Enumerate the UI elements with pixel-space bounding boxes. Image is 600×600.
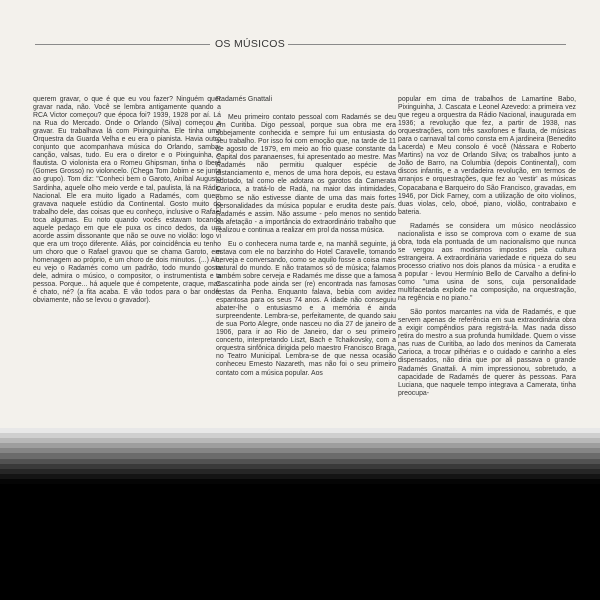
paragraph: querem gravar, o que é que eu vou fazer? Ninguém quer gravar nada, não. Você se lembra antigamente quando a RCA Victor começou? que época foi? 1939, 1928 por aí. Lá na Rua do Mercado. Onde o Orlando (Silva) começou a gravar. Eu trabalhava lá com Pixinguinha. Ele tinha uma Orquestra da Guarda Velha e eu era o pianista. Havia outro conjunto que acompanhava música do Orlando, samba-canção, valsas, tudo. Eu era o diretor e o Pixinguinha, o flautista. O violonista era o Romeu Ghipsman, tinha o Iberê (Gomes Grosso) no violoncelo. (Chega Tom Jobim e se junta ao grupo). Tom diz: "Conheci bem o Garoto, Aníbal Augusto Sardinha, aquele olho meio verde e tal, paulista, lá na Rádio Nacional. Ele era muito ligado a Radamés, com quem gravava naquele estúdio da Continental. Gosto muito do trabalho dele, das coisas que eu conheço, inclusive o Rafael toca algumas. Eu noto quando vocês estavam tocando aquele pedaço em que ele puxa os cinco dedos, da um acorde assim dissonante que não se ouve no violão: logo vi que era um troço diferente. Aliás, por coincidência eu tenho um choro que o Rafael gravou que se chama Garoto, em homenagem ao próprio, é um choro de dois minutos. (...) Ah, eu vejo o Radamés como um padrão, todo mundo gosta dele, admira o músico, o compositor, o instrumentista e a pessoa. Porque... há aquele que é competente, craque, mas é chato, né? (a fita acaba. E vão todos para o bar onde, obviamente, não se levou o gravador). [33, 96, 221, 305]
column-left [33, 96, 221, 311]
scan-gradient-band [0, 428, 600, 484]
paragraph: popular em cima de trabalhos de Lamartine Babo, Pixinguinha, J. Cascata e Leonel Azevedo: a primeira vez que regeu a orquestra da Rádio Nacional, inaugurada em 1936; a revolução que fez, a partir de 1938, nas orquestrações, com três saxofones e flauta, de músicas para o carnaval tal como consta em A jardineira (Benedito Lacerda) e Meu consolo é você (Nássara e Roberto Martins) na voz de Orlando Silva; os trabalhos junto a João de Barro, na Columbia (depois Continental), com discos infantis, e a verdadeira revolução, em termos de arranjos e orquestrações, que fez ao 'vestir' as músicas Copacabana e Barqueiro do São Francisco, gravadas, em 1946, por Dick Farney, com a utilização de oito violinos, duas violas, celo, oboé, piano, violão, contrabaixo e bateria. [398, 96, 576, 216]
column-right [398, 96, 576, 404]
paragraph: Meu primeiro contato pessoal com Radamés se deu em Curitiba. Digo pessoal, porque sua obra me era sobejamente conhecida e sempre fui um entusiasta do seu trabalho. Por isso foi com emoção que, na tarde de 11 de agosto de 1979, em meio ao frio quase constante da Capital dos paranaenses, fui apresentado ao mestre. Mas Radamés não permitiu qualquer espécie de distanciamento e, menos de uma hora depois, eu estava adotado, tal como ele adotara os garotos da Camerata Carioca, a tratá-lo de Radá, na maior das intimidades, como se não estivesse diante de uma das mais fortes personalidades da música popular e erudita deste país. Radamés e assim. Não assume - pelo menos no sentido da afetação - a importância do extraordinário trabalho que realizou e continua a realizar em prol da nossa música. [216, 114, 396, 234]
paragraph: Eu o conhecera numa tarde e, na manhã seguinte, já estava com ele no barzinho do Hotel Caravelle, tomando cerveja e conversando, como se aquilo fosse a coisa mais natural do mundo. E não tratamos só de música; falamos também sobre cerveja e Radamés me disse que a famosa Cascatinha pode ainda ser (re) encontrada nas famosas festas da Penha. Enquanto falava, bebia com avidez espantosa para os seus 74 anos. A idade não conseguiu abater-lhe o entusiasmo e a memória é ainda surpreendente. Lembra-se, perfeitamente, de quando saiu de sua Porto Alegre, onde nasceu no dia 27 de janeiro de 1906, para ir ao Rio de Janeiro, dar o seu primeiro concerto, interpretando Liszt, Bach e Tchaikovsky, com a orquestra sinfônica dirigida pelo maestro Francisco Braga, no Teatro Municipal. Lembra-se de que nessa ocasião conheceu Ernesto Nazareth, mas não foi o seu primeiro contato com a música popular. Aos [216, 240, 396, 377]
header-rule-right [288, 44, 566, 45]
paragraph: São pontos marcantes na vida de Radamés, e que servem apenas de referência em sua extraordinária obra a exigir compêndios para registrá-la. Mas nada disso retira do mestro a sua profunda humildade. Quem o visse nas ruas de Curitiba, ao lado dos meninos da Camerata Carioca, a trocar pilhérias e o cuidado e carinho a eles dispensados, não diria que por ali passava o grande Radamés Gnattali. A mim impressionou, sobretudo, a capacidade de Radamés de querer às pessoas. Para Luciana, que naquele tempo integrava a Camerata, tinha preocupa- [398, 309, 576, 397]
paragraph: Radamés se considera um músico neoclássico nacionalista e isso se comprova com o exame de sua obra, toda ela pontuada de um nacionalismo que nunca se vergou aos modismos impostos pela cultura estrangeira. A extraordinária variedade e riqueza do seu processo criativo nos dois planos da música - a erudita e a popular - levou Hermínio Bello de Carvalho a defini-lo como "uma usina de sons, cuja personalidade multifacetada explode na composição, na orquestração, na regência e no piano." [398, 222, 576, 303]
section-title: OS MÚSICOS [214, 38, 286, 50]
column-middle [216, 96, 396, 384]
scan-black-area [0, 484, 600, 600]
header-rule-left [35, 44, 210, 45]
article-subhead: Radamés Gnattali [216, 96, 273, 103]
